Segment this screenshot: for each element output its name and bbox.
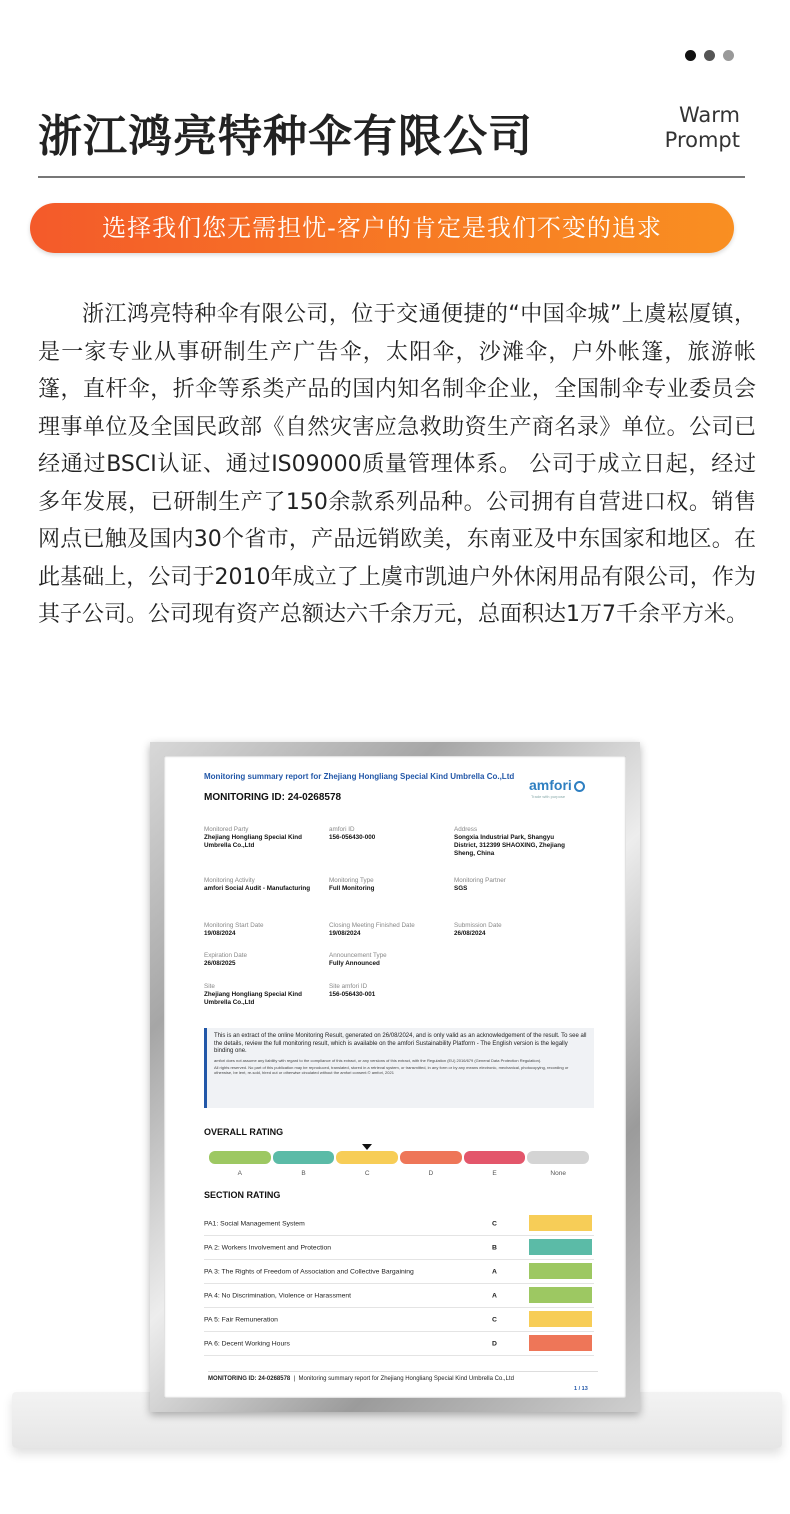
overall-rating-heading: OVERALL RATING [204,1127,284,1137]
field-site-id [329,983,439,999]
field-announcement [329,952,439,968]
field-activity [204,877,314,893]
field-monitored-party [204,826,319,850]
section-rating-heading: SECTION RATING [204,1190,281,1200]
section-row [204,1308,594,1332]
field-value: 26/08/2025 [204,960,236,967]
section-grade-swatch [529,1311,592,1327]
field-label: Announcement Type [329,952,387,959]
rating-label-a: A [237,1170,242,1177]
section-name: PA 3: The Rights of Freedom of Association and Collective Bargaining [204,1268,414,1275]
section-row [204,1260,594,1284]
section-row [204,1236,594,1260]
footer-text: Monitoring summary report for Zhejiang Hongliang Special Kind Umbrella Co.,Ltd [298,1376,514,1382]
field-value: 19/08/2024 [329,930,361,937]
field-label: Site amfori ID [329,983,368,990]
rating-scale-bar [209,1151,589,1164]
amfori-logo [529,777,585,793]
prompt-line: Prompt [664,128,740,152]
section-grade-swatch [529,1215,592,1231]
section-name: PA1: Social Management System [204,1220,305,1227]
notice-gdpr: amfori does not assume any liability with regard to the compliance of this extract, or any versions of this extract, with the Regulation (EU) 2016/679 (General Data Protection Regulation). [214,1057,542,1063]
logo-text: amfori [529,777,572,793]
certificate-document [164,756,626,1398]
amfori-ring-icon [574,781,585,792]
rating-segment-c [336,1151,398,1164]
rating-segment-a [209,1151,271,1164]
dot-2 [704,50,715,61]
section-name: PA 6: Decent Working Hours [204,1340,290,1347]
field-label: Monitoring Activity [204,877,255,884]
field-value: amfori Social Audit - Manufacturing [204,885,311,892]
rating-segment-none [527,1151,589,1164]
rating-label-c: C [364,1170,370,1177]
warm-line: Warm [678,103,740,127]
field-value: 156-056430-001 [329,991,376,998]
slogan-banner: 选择我们您无需担忧-客户的肯定是我们不变的追求 [30,203,734,253]
section-grade: D [492,1340,497,1347]
rating-label-e: E [492,1170,497,1177]
field-type [329,877,439,893]
field-value: 26/08/2024 [454,930,486,937]
section-grade-swatch [529,1335,592,1351]
field-label: Monitoring Start Date [204,922,264,929]
rating-label-d: D [428,1170,434,1177]
field-label: Monitoring Type [329,877,374,884]
field-label: Closing Meeting Finished Date [329,922,415,929]
rating-scale-labels [209,1170,589,1177]
notice-rights: All rights reserved. No part of this publication may be reproduced, translated, stored in a retrieval system, or transmitted, in any form or by any means electronic, mechanical, photocopying, recording or otherwise, be lent, re-sold, hired out or otherwise circulated without the amfori consent.© amfori, 2021 [214,1064,569,1075]
field-start-date [204,922,319,938]
section-row [204,1284,594,1308]
footer-id: MONITORING ID: 24-0268578 [208,1376,291,1382]
field-label: Submission Date [454,922,502,929]
field-partner [454,877,574,893]
rating-segment-b [273,1151,335,1164]
section-name: PA 4: No Discrimination, Violence or Harassment [204,1292,352,1299]
field-label: Expiration Date [204,952,248,959]
field-value: 156-056430-000 [329,834,376,841]
section-grade: A [492,1292,497,1299]
dot-3 [723,50,734,61]
dot-1 [685,50,696,61]
section-grade-swatch [529,1287,592,1303]
section-grade-swatch [529,1263,592,1279]
field-amfori-id [329,826,439,842]
warm-prompt [660,103,740,153]
page-number: 1 / 13 [574,1386,588,1392]
doc-footer: MONITORING ID: 24-0268578 | Monitoring summary report for Zhejiang Hongliang Special Kind Umbrella Co.,Ltd [208,1371,598,1382]
field-value: SGS [454,885,468,892]
rating-label-none: None [550,1170,566,1177]
pagination-dots [685,50,734,61]
notice-main: This is an extract of the online Monitoring Result, generated on 26/08/2024, and is only valid as an acknowledgement of the result. To see all the details, review the full monitoring result, which is available on the amfori Sustainability Platform - The English version is the legally binding one. [214,1033,587,1054]
field-value: Fully Announced [329,960,380,967]
section-row [204,1332,594,1356]
section-grade: A [492,1268,497,1275]
rating-segment-e [464,1151,526,1164]
section-grade: C [492,1316,497,1323]
field-submission-date [454,922,574,938]
field-site [204,983,319,1007]
rating-segment-d [400,1151,462,1164]
field-label: Address [454,826,478,833]
section-grade: C [492,1220,497,1227]
header-divider [38,176,745,178]
field-value: Zhejiang Hongliang Special Kind Umbrella Co.,Ltd [204,991,302,1006]
rating-pointer-icon [362,1144,372,1150]
field-value: Full Monitoring [329,885,375,892]
monitoring-id: MONITORING ID: 24-0268578 [204,792,342,803]
section-grade: B [492,1244,497,1251]
section-row [204,1212,594,1236]
field-closing-date [329,922,449,938]
field-label: Site [204,983,215,990]
rating-label-b: B [301,1170,306,1177]
logo-tagline: Trade with purpose [531,794,566,799]
company-intro: 浙江鸿亮特种伞有限公司，位于交通便捷的“中国伞城”上虞崧厦镇，是一家专业从事研制生产广告伞，太阳伞，沙滩伞，户外帐篷，旅游帐篷，直杆伞，折伞等系类产品的国内知名制伞企业，全国制伞专业委员会理事单位及全国民政部《自然灾害应急救助资生产商名录》单位。公司已经通过BSCI认证、通过IS09000质量管理体系。 公司于成立日起，经过多年发展，已研制生产了150余款系列品种。公司拥有自营进口权。销售网点已触及国内30个省市，产品远销欧美，东南亚及中东国家和地区。在此基础上，公司于2010年成立了上虞市凯迪户外休闲用品有限公司，作为其子公司。公司现有资产总额达六千余万元，总面积达1万7千余平方米。 [38,302,756,627]
certificate-frame [150,742,640,1412]
field-label: Monitored Party [204,826,249,833]
doc-title: Monitoring summary report for Zhejiang Hongliang Special Kind Umbrella Co.,Ltd [204,772,515,781]
field-label: Monitoring Partner [454,877,506,884]
field-label: amfori ID [329,826,355,833]
section-grade-swatch [529,1239,592,1255]
company-title: 浙江鸿亮特种伞有限公司 [38,111,533,162]
field-expiration-date [204,952,314,968]
field-value: Zhejiang Hongliang Special Kind Umbrella Co.,Ltd [204,834,302,849]
section-name: PA 2: Workers Involvement and Protection [204,1244,332,1251]
section-name: PA 5: Fair Remuneration [204,1316,278,1323]
field-value: 19/08/2024 [204,930,236,937]
field-address [454,826,574,858]
field-value: Songxia Industrial Park, Shangyu District, 312399 SHAOXING, Zhejiang Sheng, China [454,834,565,857]
legal-notice [204,1028,594,1108]
